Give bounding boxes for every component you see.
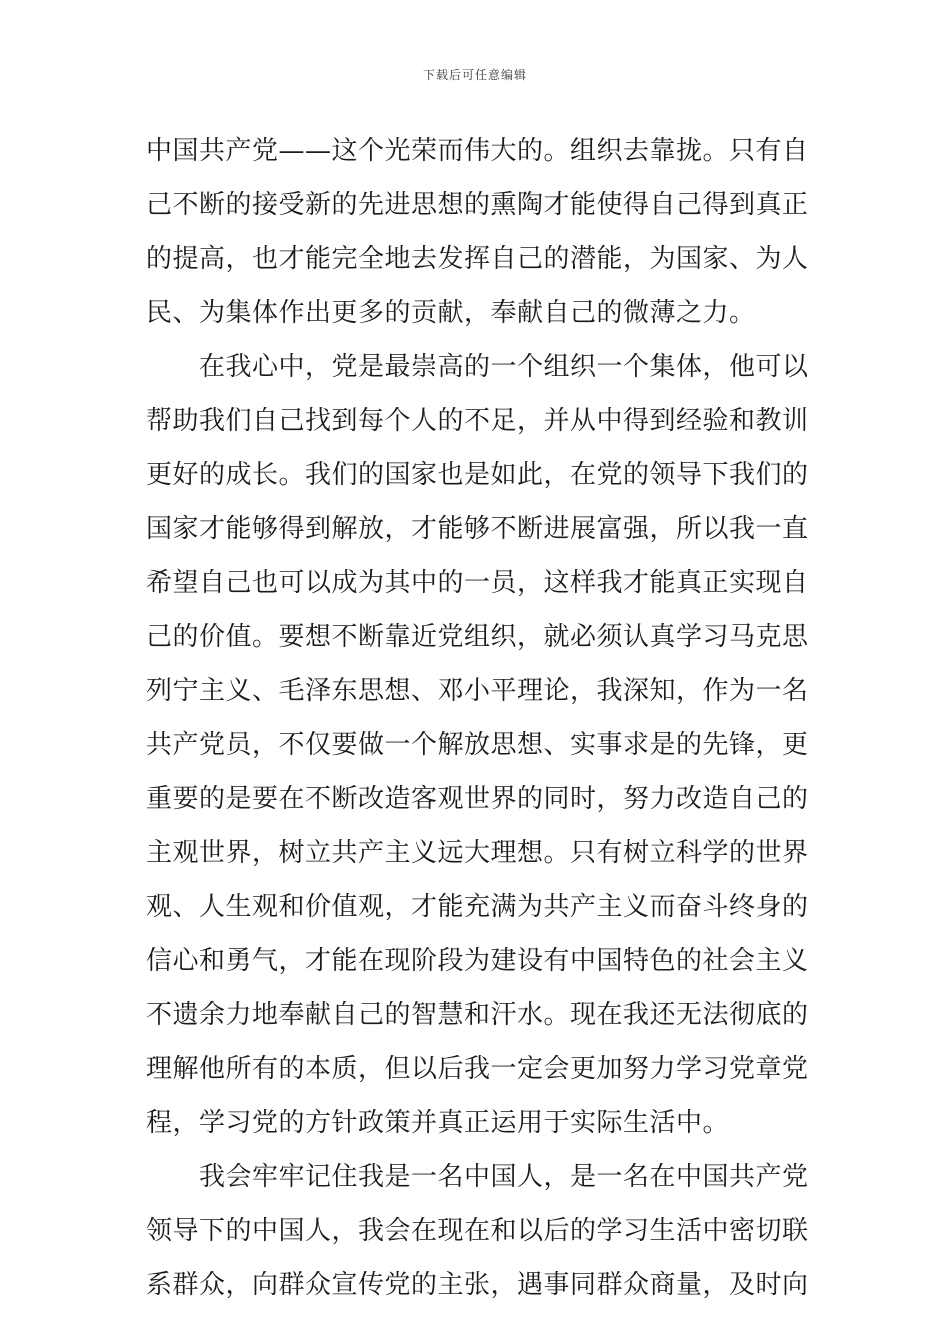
paragraph-3 — [146, 1150, 809, 1312]
text-line: 己不断的接受新的先进思想的熏陶才能使得自己得到真正 — [146, 190, 809, 220]
page-header: 下载后可任意编辑 — [422, 68, 527, 82]
text-line: 系群众，向群众宣传党的主张，遇事同群众商量，及时向 — [146, 1270, 809, 1300]
text-line: 重要的是要在不断改造客观世界的同时，努力改造自己的 — [146, 784, 809, 814]
text-line: 主观世界，树立共产主义远大理想。只有树立科学的世界 — [146, 838, 809, 868]
text-line: 民、为集体作出更多的贡献，奉献自己的微薄之力。 — [146, 298, 756, 328]
text-line: 我会牢牢记住我是一名中国人，是一名在中国共产党 — [199, 1162, 809, 1192]
text-line: 观、人生观和价值观，才能充满为共产主义而奋斗终身的 — [146, 892, 809, 922]
text-line: 在我心中，党是最崇高的一个组织一个集体，他可以 — [199, 352, 809, 382]
text-line: 中国共产党——这个光荣而伟大的。组织去靠拢。只有自 — [146, 136, 809, 166]
text-line: 己的价值。要想不断靠近党组织，就必须认真学习马克思 — [146, 622, 809, 652]
text-line: 理解他所有的本质，但以后我一定会更加努力学习党章党 — [146, 1054, 809, 1084]
text-line: 希望自己也可以成为其中的一员，这样我才能真正实现自 — [146, 568, 809, 598]
document-body — [146, 124, 809, 1312]
paragraph-1 — [146, 124, 809, 340]
text-line: 的提高，也才能完全地去发挥自己的潜能，为国家、为人 — [146, 244, 809, 274]
text-line: 领导下的中国人，我会在现在和以后的学习生活中密切联 — [146, 1216, 809, 1246]
text-line: 列宁主义、毛泽东思想、邓小平理论，我深知，作为一名 — [146, 676, 809, 706]
text-line: 程，学习党的方针政策并真正运用于实际生活中。 — [146, 1108, 730, 1138]
paragraph-2 — [146, 340, 809, 1150]
text-line: 更好的成长。我们的国家也是如此，在党的领导下我们的 — [146, 460, 809, 490]
text-line: 国家才能够得到解放，才能够不断进展富强，所以我一直 — [146, 514, 809, 544]
text-line: 不遗余力地奉献自己的智慧和汗水。现在我还无法彻底的 — [146, 1000, 809, 1030]
text-line: 信心和勇气，才能在现阶段为建设有中国特色的社会主义 — [146, 946, 809, 976]
text-line: 帮助我们自己找到每个人的不足，并从中得到经验和教训 — [146, 406, 809, 436]
text-line: 共产党员，不仅要做一个解放思想、实事求是的先锋，更 — [146, 730, 809, 760]
